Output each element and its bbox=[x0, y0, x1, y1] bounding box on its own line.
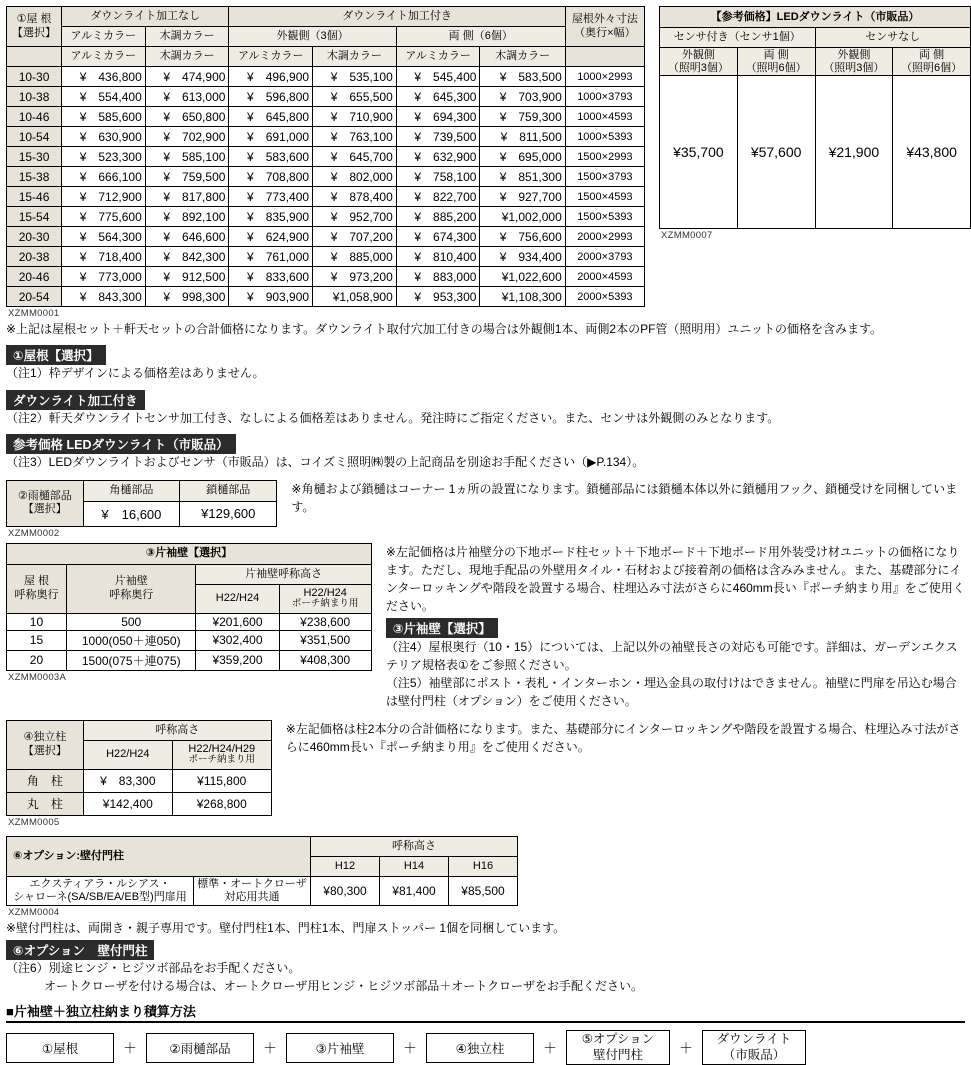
row-size: 10-54 bbox=[7, 127, 62, 147]
header-dim-line1: 屋根外々寸法 bbox=[571, 13, 638, 26]
led-value-3: ¥21,900 bbox=[815, 76, 893, 229]
led-col1-l2: （照明3個） bbox=[667, 61, 729, 74]
table-row bbox=[7, 227, 645, 247]
sode-section bbox=[0, 539, 971, 710]
main-table-code: XZMM0001 bbox=[8, 308, 60, 319]
calc-step-sode bbox=[286, 1033, 394, 1063]
sode-head-roof bbox=[7, 564, 67, 613]
row-price-b: ¥ 702,900 bbox=[145, 127, 229, 147]
header-moku-2b: 木調カラー bbox=[145, 47, 229, 67]
sode-row-p1: ¥201,600 bbox=[196, 613, 279, 630]
led-table-wrap bbox=[659, 6, 971, 241]
row-price-d: ¥ 802,000 bbox=[313, 167, 397, 187]
sode-row-wall: 1500(075＋連075) bbox=[66, 650, 196, 670]
header-dim-blank bbox=[565, 47, 644, 67]
calc-section bbox=[0, 995, 971, 1065]
row-price-e: ¥ 645,300 bbox=[396, 87, 480, 107]
post-head-porch-l1: H22/H24/H29 bbox=[188, 742, 256, 755]
row-dim: 1500×2993 bbox=[565, 147, 644, 167]
gate-note6-l2: オートクローザを付ける場合は、オートクローザ用ヒンジ・ヒジツボ部品＋オートクローザをお手配ください。 bbox=[44, 978, 643, 993]
row-price-d: ¥ 655,500 bbox=[313, 87, 397, 107]
post-row-p2: ¥115,800 bbox=[172, 769, 271, 792]
header-alumi-1: アルミカラー bbox=[62, 27, 146, 47]
calc-step-post bbox=[426, 1033, 534, 1063]
row-price-f: ¥ 927,700 bbox=[480, 187, 565, 207]
sode-head-porch bbox=[279, 584, 371, 613]
gutter-header-row bbox=[7, 480, 277, 501]
gate-header-row bbox=[7, 836, 518, 856]
post-head-height: 呼称高さ bbox=[83, 720, 271, 740]
main-price-table-wrap bbox=[6, 6, 645, 319]
table-row bbox=[7, 876, 518, 905]
row-price-e: ¥ 953,300 bbox=[396, 287, 480, 307]
row-dim: 1000×3793 bbox=[565, 87, 644, 107]
header-alumi-2b: アルミカラー bbox=[62, 47, 146, 67]
calc-step-roof-l1: ①屋根 bbox=[41, 1041, 79, 1056]
section-led bbox=[0, 430, 971, 471]
gutter-label-l2: 【選択】 bbox=[22, 503, 67, 516]
row-price-c: ¥ 773,400 bbox=[229, 187, 313, 207]
led-title-row bbox=[660, 7, 971, 28]
gate-value-h14: ¥81,400 bbox=[380, 876, 449, 905]
sode-row-wall: 500 bbox=[66, 613, 196, 630]
gate-row-type-l2: 対応用共通 bbox=[224, 890, 280, 903]
row-price-a: ¥ 773,000 bbox=[62, 267, 146, 287]
row-price-b: ¥ 998,300 bbox=[145, 287, 229, 307]
calc-step-downlight bbox=[702, 1030, 806, 1065]
table-row bbox=[7, 167, 645, 187]
calc-divider bbox=[6, 1021, 965, 1023]
post-row-name: 角 柱 bbox=[7, 769, 84, 792]
row-size: 10-38 bbox=[7, 87, 62, 107]
row-price-f: ¥ 934,400 bbox=[480, 247, 565, 267]
header-no-downlight: ダウンライト加工なし bbox=[62, 7, 229, 27]
gate-sub-title: ⑥オプション 壁付門柱 bbox=[6, 940, 154, 960]
table-row bbox=[7, 287, 645, 307]
sode-row-wall: 1000(050＋連050) bbox=[66, 630, 196, 650]
calc-step-gate-l1: ⑤オプション bbox=[581, 1032, 655, 1047]
gate-section bbox=[0, 828, 971, 996]
row-price-a: ¥ 718,400 bbox=[62, 247, 146, 267]
calc-step-roof bbox=[6, 1033, 114, 1063]
row-price-c: ¥ 596,800 bbox=[229, 87, 313, 107]
sode-head-wall-l1: 片袖壁 bbox=[114, 575, 148, 588]
gate-row-label-l2: シャローネ(SA/SB/EA/EB型)門扉用 bbox=[13, 890, 187, 903]
table-row bbox=[7, 267, 645, 287]
table-row bbox=[7, 207, 645, 227]
row-price-b: ¥ 759,500 bbox=[145, 167, 229, 187]
sode-head-wall bbox=[66, 564, 196, 613]
section-led-note: （注3）LEDダウンライトおよびセンサ（市販品）は、コイズミ照明㈱製の上記商品を別途お手配ください（▶P.134）。 bbox=[6, 455, 645, 470]
led-value-1: ¥35,700 bbox=[660, 76, 738, 229]
sode-sub-section bbox=[386, 618, 965, 710]
gate-table-code: XZMM0004 bbox=[8, 906, 60, 918]
sode-head-roof-l2: 呼称奥行 bbox=[14, 588, 59, 601]
row-size: 20-54 bbox=[7, 287, 62, 307]
sode-row-p2: ¥351,500 bbox=[279, 630, 371, 650]
gutter-table-code: XZMM0002 bbox=[8, 527, 60, 539]
led-col4-l1: 両 側 bbox=[919, 49, 945, 61]
gutter-label bbox=[7, 480, 84, 526]
section-downlight-title: ダウンライト加工付き bbox=[6, 390, 145, 410]
post-row-p2: ¥268,800 bbox=[172, 792, 271, 815]
table-row bbox=[7, 67, 645, 87]
gutter-table bbox=[6, 480, 277, 527]
post-row-p1: ¥142,400 bbox=[83, 792, 172, 815]
row-price-e: ¥ 545,400 bbox=[396, 67, 480, 87]
led-value-row bbox=[660, 76, 971, 229]
gate-note6-l1: （注6）別途ヒンジ・ヒジツボ部品をお手配ください。 bbox=[6, 961, 301, 976]
led-col4-l2: （照明6個） bbox=[901, 61, 963, 74]
row-price-d: ¥ 707,200 bbox=[313, 227, 397, 247]
row-price-a: ¥ 585,600 bbox=[62, 107, 146, 127]
led-col1-l1: 外観側 bbox=[681, 49, 715, 61]
header-select-blank bbox=[7, 47, 62, 67]
sode-table-wrap bbox=[6, 543, 372, 683]
section-roof bbox=[0, 341, 971, 382]
row-dim: 2000×3793 bbox=[565, 247, 644, 267]
gutter-col-kusari: 鎖樋部品 bbox=[180, 480, 277, 501]
row-price-f: ¥ 695,000 bbox=[480, 147, 565, 167]
row-price-a: ¥ 843,300 bbox=[62, 287, 146, 307]
row-price-b: ¥ 817,800 bbox=[145, 187, 229, 207]
table-row bbox=[7, 107, 645, 127]
row-price-e: ¥ 758,100 bbox=[396, 167, 480, 187]
row-price-f: ¥ 811,500 bbox=[480, 127, 565, 147]
row-price-f: ¥ 583,500 bbox=[480, 67, 565, 87]
sode-head-height: 片袖壁呼称高さ bbox=[196, 564, 371, 584]
calc-step-gate bbox=[566, 1030, 670, 1065]
row-price-f: ¥ 851,300 bbox=[480, 167, 565, 187]
row-dim: 2000×5393 bbox=[565, 287, 644, 307]
row-price-a: ¥ 666,100 bbox=[62, 167, 146, 187]
led-col3 bbox=[815, 48, 893, 76]
led-sensor-without: センサなし bbox=[815, 28, 971, 48]
header-roof-line1: ①屋 根 bbox=[16, 13, 52, 26]
row-size: 15-54 bbox=[7, 207, 62, 227]
row-size: 20-38 bbox=[7, 247, 62, 267]
row-dim: 1000×4593 bbox=[565, 107, 644, 127]
gutter-note: ※角樋および鎖樋はコーナー 1ヵ所の設置になります。鎖樋部品には鎖樋本体以外に鎖樋用フック、鎖樋受けを同梱しています。 bbox=[291, 481, 958, 514]
sode-title: ③片袖壁【選択】 bbox=[7, 543, 372, 564]
post-head-h22: H22/H24 bbox=[83, 740, 172, 769]
calc-step-sode-l1: ③片袖壁 bbox=[315, 1041, 365, 1056]
row-price-c: ¥ 645,800 bbox=[229, 107, 313, 127]
section-downlight-note: （注2）軒天ダウンライトセンサ加工付き、なしによる価格差はありません。発注時にご指定ください。また、センサは外観側のみとなります。 bbox=[6, 410, 780, 425]
gate-note: ※壁付門柱は、両開き・親子専用です。壁付門柱1本、門柱1本、門扉ストッパー 1個を同梱しています。 bbox=[6, 920, 566, 935]
table-row bbox=[7, 792, 272, 815]
row-price-e: ¥ 739,500 bbox=[396, 127, 480, 147]
row-price-a: ¥ 630,900 bbox=[62, 127, 146, 147]
post-row-name: 丸 柱 bbox=[7, 792, 84, 815]
led-sub-header-row bbox=[660, 48, 971, 76]
post-label-l2: 【選択】 bbox=[22, 744, 67, 757]
calc-step-downlight-l1: ダウンライト bbox=[716, 1032, 792, 1047]
sode-row-roof: 15 bbox=[7, 630, 67, 650]
led-col4 bbox=[893, 48, 971, 76]
row-dim: 2000×4593 bbox=[565, 267, 644, 287]
row-price-a: ¥ 775,600 bbox=[62, 207, 146, 227]
table-header-row-2 bbox=[7, 27, 645, 47]
row-dim: 1500×4593 bbox=[565, 187, 644, 207]
plus-sign-5: ＋ bbox=[679, 1039, 693, 1056]
header-dimension bbox=[565, 7, 644, 47]
led-title: 【参考価格】LEDダウンライト（市販品） bbox=[660, 7, 971, 28]
row-price-c: ¥ 761,000 bbox=[229, 247, 313, 267]
header-alumi-4: アルミカラー bbox=[396, 47, 480, 67]
gate-head-h16: H16 bbox=[449, 856, 518, 876]
section-roof-title: ①屋根【選択】 bbox=[6, 345, 106, 365]
gate-row-type-l1: 標準・オートクローザ bbox=[197, 877, 307, 890]
sode-side bbox=[386, 543, 965, 710]
sode-row-p1: ¥302,400 bbox=[196, 630, 279, 650]
row-price-c: ¥ 583,600 bbox=[229, 147, 313, 167]
row-dim: 1500×3793 bbox=[565, 167, 644, 187]
row-price-d: ¥ 710,900 bbox=[313, 107, 397, 127]
sode-row-p2: ¥408,300 bbox=[279, 650, 371, 670]
header-dim-line2: （奥行×幅） bbox=[574, 26, 636, 39]
sode-head-wall-l2: 呼称奥行 bbox=[109, 588, 154, 601]
row-price-d: ¥ 645,700 bbox=[313, 147, 397, 167]
led-sensor-with: センサ付き（センサ1個） bbox=[660, 28, 816, 48]
led-value-2: ¥57,600 bbox=[737, 76, 815, 229]
header-with-downlight: ダウンライト加工付き bbox=[229, 7, 565, 27]
row-price-b: ¥ 912,500 bbox=[145, 267, 229, 287]
gate-head-h14: H14 bbox=[380, 856, 449, 876]
row-price-b: ¥ 613,000 bbox=[145, 87, 229, 107]
row-price-e: ¥ 810,400 bbox=[396, 247, 480, 267]
gate-value-h16: ¥85,500 bbox=[449, 876, 518, 905]
sode-row-roof: 20 bbox=[7, 650, 67, 670]
row-price-d: ¥ 885,000 bbox=[313, 247, 397, 267]
post-label-l1: ④独立柱 bbox=[23, 731, 67, 744]
plus-sign-3: ＋ bbox=[403, 1039, 417, 1056]
section-roof-note: （注1）枠デザインによる価格差はありません。 bbox=[6, 366, 265, 381]
row-price-b: ¥ 585,100 bbox=[145, 147, 229, 167]
top-section bbox=[0, 0, 971, 319]
gutter-section bbox=[0, 472, 971, 539]
sode-row-p2: ¥238,600 bbox=[279, 613, 371, 630]
gate-row-type bbox=[194, 876, 311, 905]
gate-head-height: 呼称高さ bbox=[311, 836, 518, 856]
row-size: 20-30 bbox=[7, 227, 62, 247]
led-col2-l1: 両 側 bbox=[763, 49, 789, 61]
row-price-b: ¥ 474,900 bbox=[145, 67, 229, 87]
led-sensor-row bbox=[660, 28, 971, 48]
row-price-e: ¥ 822,700 bbox=[396, 187, 480, 207]
post-table-wrap bbox=[6, 720, 272, 828]
row-size: 20-46 bbox=[7, 267, 62, 287]
header-alumi-3: アルミカラー bbox=[229, 47, 313, 67]
sode-row-p1: ¥359,200 bbox=[196, 650, 279, 670]
row-price-d: ¥ 535,100 bbox=[313, 67, 397, 87]
post-header-row bbox=[7, 720, 272, 740]
row-price-e: ¥ 885,200 bbox=[396, 207, 480, 227]
gutter-value-kusari: ¥129,600 bbox=[180, 501, 277, 526]
row-size: 10-30 bbox=[7, 67, 62, 87]
plus-sign-1: ＋ bbox=[123, 1039, 137, 1056]
header-both-6: 両 側（6個） bbox=[396, 27, 565, 47]
row-price-b: ¥ 842,300 bbox=[145, 247, 229, 267]
table-header-row bbox=[7, 7, 645, 27]
table-row bbox=[7, 147, 645, 167]
calc-step-post-l1: ④独立柱 bbox=[455, 1041, 505, 1056]
led-value-4: ¥43,800 bbox=[893, 76, 971, 229]
gate-row-label bbox=[7, 876, 194, 905]
table-row bbox=[7, 769, 272, 792]
row-price-a: ¥ 436,800 bbox=[62, 67, 146, 87]
led-table-code: XZMM0007 bbox=[661, 230, 713, 242]
row-price-b: ¥ 650,800 bbox=[145, 107, 229, 127]
row-dim: 1000×2993 bbox=[565, 67, 644, 87]
row-size: 15-30 bbox=[7, 147, 62, 167]
row-price-d: ¥ 952,700 bbox=[313, 207, 397, 227]
header-roof-select bbox=[7, 7, 62, 47]
section-downlight bbox=[0, 386, 971, 427]
table-row bbox=[7, 187, 645, 207]
header-exterior-3: 外観側（3個） bbox=[229, 27, 396, 47]
plus-sign-2: ＋ bbox=[263, 1039, 277, 1056]
gutter-col-kaku: 角樋部品 bbox=[83, 480, 180, 501]
row-price-d: ¥1,058,900 bbox=[313, 287, 397, 307]
table-row bbox=[7, 87, 645, 107]
row-price-f: ¥ 756,600 bbox=[480, 227, 565, 247]
row-dim: 2000×2993 bbox=[565, 227, 644, 247]
row-price-f: ¥ 759,300 bbox=[480, 107, 565, 127]
section-led-title: 参考価格 LEDダウンライト（市販品） bbox=[6, 434, 236, 454]
row-price-c: ¥ 691,000 bbox=[229, 127, 313, 147]
row-price-c: ¥ 833,600 bbox=[229, 267, 313, 287]
sode-sub-title: ③片袖壁【選択】 bbox=[386, 618, 498, 638]
calc-title: ■片袖壁＋独立柱納まり積算方法 bbox=[6, 1004, 196, 1020]
row-price-f: ¥ 703,900 bbox=[480, 87, 565, 107]
row-size: 15-38 bbox=[7, 167, 62, 187]
led-col2-l2: （照明6個） bbox=[745, 61, 807, 74]
table-row bbox=[7, 613, 372, 630]
calc-step-gutter bbox=[146, 1033, 254, 1063]
row-price-e: ¥ 883,000 bbox=[396, 267, 480, 287]
led-col1 bbox=[660, 48, 738, 76]
table-row bbox=[7, 650, 372, 670]
gutter-table-wrap bbox=[6, 480, 277, 539]
row-price-e: ¥ 694,300 bbox=[396, 107, 480, 127]
gutter-value-kaku: ¥ 16,600 bbox=[83, 501, 180, 526]
row-price-f: ¥1,108,300 bbox=[480, 287, 565, 307]
led-col2 bbox=[737, 48, 815, 76]
row-price-a: ¥ 554,400 bbox=[62, 87, 146, 107]
table-row bbox=[7, 247, 645, 267]
gate-title: ⑥オプション:壁付門柱 bbox=[7, 836, 311, 876]
header-moku-3: 木調カラー bbox=[313, 47, 397, 67]
led-col3-l1: 外観側 bbox=[837, 49, 871, 61]
row-price-e: ¥ 632,900 bbox=[396, 147, 480, 167]
table-header-row-3 bbox=[7, 47, 645, 67]
notes-top: ※上記は屋根セット＋軒天セットの合計価格になります。ダウンライト取付穴加工付きの場合は外観側1本、両側2本のPF管（照明用）ユニットの価格を含みます。 bbox=[6, 322, 882, 336]
gate-table bbox=[6, 836, 518, 906]
post-label bbox=[7, 720, 84, 769]
row-price-d: ¥ 878,400 bbox=[313, 187, 397, 207]
post-note: ※左記価格は柱2本分の合計価格になります。また、基礎部分にインターロッキングや階段を設置する場合、柱埋込み寸法がさらに460mm長い『ポーチ納まり用』をご使用ください。 bbox=[285, 721, 961, 754]
post-table-code: XZMM0005 bbox=[8, 816, 60, 828]
post-head-porch bbox=[172, 740, 271, 769]
row-size: 10-46 bbox=[7, 107, 62, 127]
calc-step-gate-l2: 壁付門柱 bbox=[592, 1047, 643, 1062]
row-price-c: ¥ 624,900 bbox=[229, 227, 313, 247]
row-price-a: ¥ 712,900 bbox=[62, 187, 146, 207]
led-col3-l2: （照明3個） bbox=[823, 61, 885, 74]
gutter-label-l1: ②雨樋部品 bbox=[17, 489, 72, 502]
row-price-a: ¥ 523,300 bbox=[62, 147, 146, 167]
row-price-c: ¥ 496,900 bbox=[229, 67, 313, 87]
row-price-c: ¥ 903,900 bbox=[229, 287, 313, 307]
sode-note5: （注5）袖壁部にポスト・表札・インターホン・埋込金具の取付けはできません。袖壁に門扉を吊込む場合は壁付門柱（オプション）をご使用ください。 bbox=[385, 675, 957, 708]
sode-note4: （注4）屋根奥行（10・15）については、上記以外の袖壁長さの対応も可能です。詳細は、ガーデンエクステリア規格表①をご参照ください。 bbox=[385, 639, 958, 672]
sode-head-roof-l1: 屋 根 bbox=[23, 575, 50, 588]
row-price-d: ¥ 763,100 bbox=[313, 127, 397, 147]
sode-row-roof: 10 bbox=[7, 613, 67, 630]
row-price-d: ¥ 973,200 bbox=[313, 267, 397, 287]
table-row bbox=[7, 630, 372, 650]
post-row-p1: ¥ 83,300 bbox=[83, 769, 172, 792]
post-head-porch-l2: ポーチ納まり用 bbox=[188, 754, 255, 766]
header-roof-line2: 【選択】 bbox=[12, 26, 57, 39]
led-price-table bbox=[659, 6, 971, 229]
row-price-b: ¥ 892,100 bbox=[145, 207, 229, 227]
row-dim: 1500×5393 bbox=[565, 207, 644, 227]
sode-table bbox=[6, 543, 372, 671]
sode-head-porch-l1: H22/H24 bbox=[303, 586, 347, 599]
gate-value-h12: ¥80,300 bbox=[311, 876, 380, 905]
row-size: 15-46 bbox=[7, 187, 62, 207]
row-price-f: ¥1,022,600 bbox=[480, 267, 565, 287]
row-price-b: ¥ 646,600 bbox=[145, 227, 229, 247]
sode-header-row bbox=[7, 564, 372, 584]
sode-table-code: XZMM0003A bbox=[8, 671, 67, 683]
gate-row-label-l1: エクスティアラ・ルシアス・ bbox=[29, 877, 171, 890]
post-section bbox=[0, 710, 971, 828]
row-price-c: ¥ 708,800 bbox=[229, 167, 313, 187]
gate-head-h12: H12 bbox=[311, 856, 380, 876]
row-price-c: ¥ 835,900 bbox=[229, 207, 313, 227]
row-dim: 1000×5393 bbox=[565, 127, 644, 147]
calc-step-downlight-l2: （市販品） bbox=[722, 1047, 786, 1062]
row-price-f: ¥1,002,000 bbox=[480, 207, 565, 227]
table-row bbox=[7, 127, 645, 147]
row-price-e: ¥ 674,300 bbox=[396, 227, 480, 247]
main-price-table bbox=[6, 6, 645, 307]
post-table bbox=[6, 720, 272, 816]
sode-head-porch-l2: ポーチ納まり用 bbox=[291, 598, 359, 610]
plus-sign-4: ＋ bbox=[543, 1039, 557, 1056]
sode-head-h22: H22/H24 bbox=[196, 584, 279, 613]
calc-step-gutter-l1: ②雨樋部品 bbox=[169, 1041, 231, 1056]
row-price-a: ¥ 564,300 bbox=[62, 227, 146, 247]
sode-title-row bbox=[7, 543, 372, 564]
sode-note: ※左記価格は片袖壁分の下地ボード柱セット＋下地ボード＋下地ボード用外装受け材ユニットの価格になります。ただし、現地手配品の外壁用タイル・石材および接着剤の価格は含みみません。また、基礎部分にインターロッキングや階段を設置する場合、柱埋込み寸法がさらに460mm長い『ポーチ納まり用』をご使用ください。 bbox=[385, 544, 965, 613]
header-moku-1: 木調カラー bbox=[145, 27, 229, 47]
calc-steps bbox=[6, 1030, 965, 1065]
header-moku-4: 木調カラー bbox=[480, 47, 565, 67]
